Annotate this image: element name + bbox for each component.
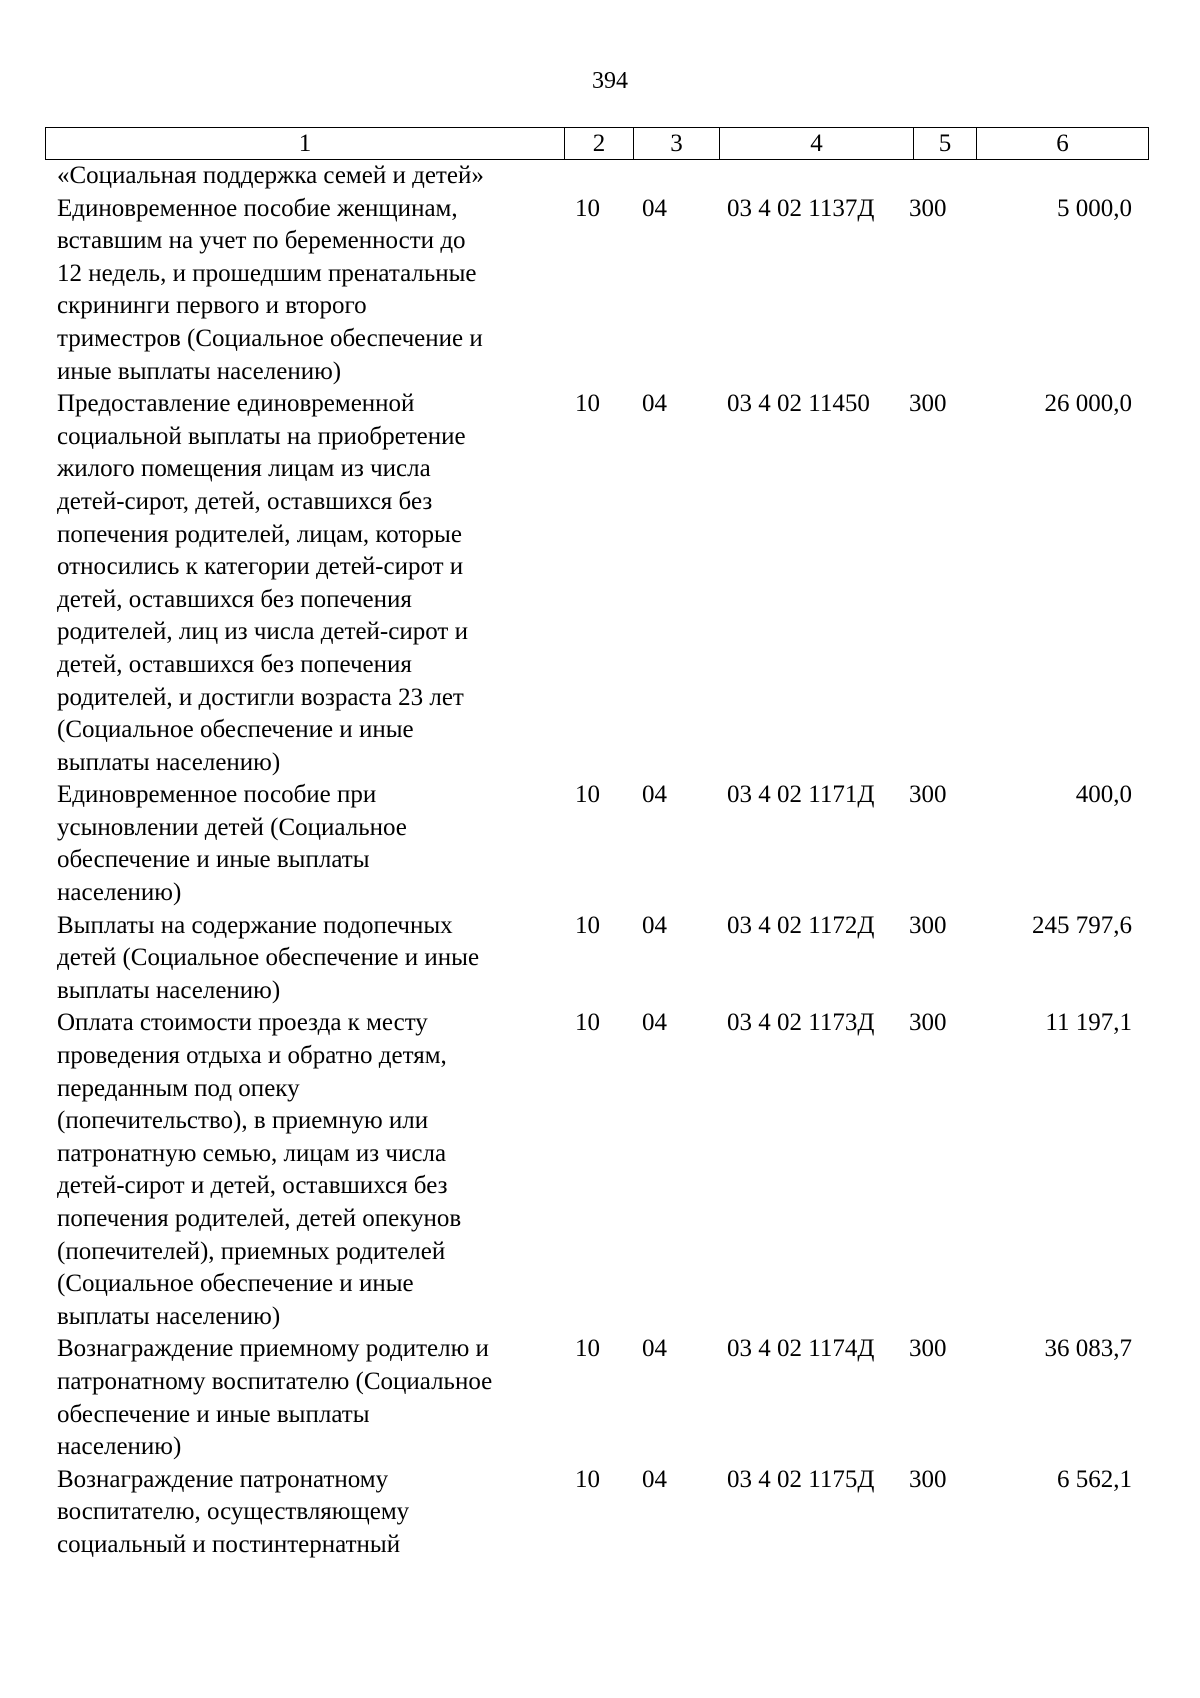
description-line: выплаты населению) [57,976,281,1004]
description-line: патронатную семью, лицам из числа [57,1139,447,1167]
section-code: 10 [575,1009,600,1037]
section-code: 10 [575,911,600,939]
description-line: вставшим на учет по беременности до [57,227,466,255]
expense-type-code: 300 [909,781,947,809]
description-line: выплаты населению) [57,1302,281,1330]
description-line: Предоставление единовременной [57,390,415,418]
description-line: детей-сирот и детей, оставшихся без [57,1172,448,1200]
expense-type-code: 300 [909,390,947,418]
row-description [45,910,563,1008]
description-line: Вознаграждение патронатному [57,1465,389,1493]
row-description [45,193,563,389]
header-cell-3: 3 [634,128,720,160]
table-row [45,779,1142,909]
subsection-code: 04 [642,1009,667,1037]
table-row [45,910,1142,1008]
description-line: Вознаграждение приемному родителю и [57,1335,489,1363]
description-line: обеспечение и иные выплаты [57,1400,370,1428]
table-row [45,1464,1142,1562]
description-line: родителей, лиц из числа детей-сирот и [57,618,468,646]
amount: 11 197,1 [1045,1009,1132,1037]
expense-type-code: 300 [909,194,947,222]
description-line: (Социальное обеспечение и иные [57,716,414,744]
row-description [45,1333,563,1463]
table-row [45,388,1142,779]
row-description [45,388,563,779]
description-line: детей-сирот, детей, оставшихся без [57,487,433,515]
description-line: скрининги первого и второго [57,292,367,320]
description-line: населению) [57,879,182,907]
header-cell-1: 1 [46,128,565,160]
amount: 400,0 [1075,781,1132,809]
amount: 5 000,0 [1057,194,1132,222]
description-line: выплаты населению) [57,748,281,776]
description-line: проведения отдыха и обратно детям, [57,1042,447,1070]
description-line: обеспечение и иные выплаты [57,846,370,874]
subsection-code: 04 [642,390,667,418]
target-article-code: 03 4 02 1174Д [727,1335,875,1363]
subsection-code: 04 [642,194,667,222]
header-cell-6: 6 [977,128,1149,160]
target-article-code: 03 4 02 11450 [727,390,870,418]
description-line: усыновлении детей (Социальное [57,813,407,841]
table-row [45,1333,1142,1463]
section-title-row [45,160,1142,193]
expense-type-code: 300 [909,911,947,939]
description-line: попечения родителей, лицам, которые [57,520,462,548]
description-line: детей, оставшихся без попечения [57,650,412,678]
amount: 6 562,1 [1057,1465,1132,1493]
description-line: родителей, и достигли возраста 23 лет [57,683,464,711]
description-line: относились к категории детей-сирот и [57,553,464,581]
header-cell-4: 4 [720,128,914,160]
description-line: переданным под опеку [57,1074,300,1102]
description-line: иные выплаты населению) [57,357,342,385]
expense-type-code: 300 [909,1009,947,1037]
description-line: социальный и постинтернатный [57,1530,401,1558]
row-description [45,779,563,909]
section-code: 10 [575,1335,600,1363]
section-title: «Социальная поддержка семей и детей» [57,162,484,189]
header-cell-5: 5 [914,128,977,160]
description-line: (Социальное обеспечение и иные [57,1270,414,1298]
target-article-code: 03 4 02 1171Д [727,781,875,809]
description-line: жилого помещения лицам из числа [57,455,431,483]
description-line: патронатному воспитателю (Социальное [57,1367,493,1395]
description-line: населению) [57,1433,182,1461]
page-number: 394 [592,68,628,94]
column-number-header [45,127,1149,160]
description-line: попечения родителей, детей опекунов [57,1205,462,1232]
amount: 245 797,6 [1032,911,1132,939]
header-row [46,128,1149,160]
section-code: 10 [575,390,600,418]
expense-type-code: 300 [909,1335,947,1363]
description-line: детей (Социальное обеспечение и иные [57,944,480,972]
subsection-code: 04 [642,781,667,809]
table-row [45,193,1142,389]
section-code: 10 [575,781,600,809]
section-code: 10 [575,194,600,222]
table-row [45,1007,1142,1333]
description-line: детей, оставшихся без попечения [57,585,412,613]
description-line: 12 недель, и прошедшим пренатальные [57,259,477,287]
description-line: Единовременное пособие женщинам, [57,194,458,222]
description-line: (попечителей), приемных родителей [57,1237,446,1265]
target-article-code: 03 4 02 1172Д [727,911,875,939]
target-article-code: 03 4 02 1175Д [727,1465,875,1493]
amount: 26 000,0 [1044,390,1132,418]
target-article-code: 03 4 02 1173Д [727,1009,875,1037]
description-line: социальной выплаты на приобретение [57,422,466,450]
description-line: Оплата стоимости проезда к месту [57,1009,428,1037]
expense-type-code: 300 [909,1465,947,1493]
description-line: воспитателю, осуществляющему [57,1498,410,1526]
subsection-code: 04 [642,911,667,939]
budget-table-body [45,160,1142,1562]
header-cell-2: 2 [565,128,634,160]
subsection-code: 04 [642,1335,667,1363]
description-line: Единовременное пособие при [57,781,377,809]
amount: 36 083,7 [1044,1335,1132,1363]
row-description [45,1464,563,1562]
section-code: 10 [575,1465,600,1493]
subsection-code: 04 [642,1465,667,1493]
row-description [45,1007,563,1333]
description-line: триместров (Социальное обеспечение и [57,324,483,352]
description-line: (попечительство), в приемную или [57,1107,429,1135]
description-line: Выплаты на содержание подопечных [57,911,453,939]
target-article-code: 03 4 02 1137Д [727,194,875,222]
